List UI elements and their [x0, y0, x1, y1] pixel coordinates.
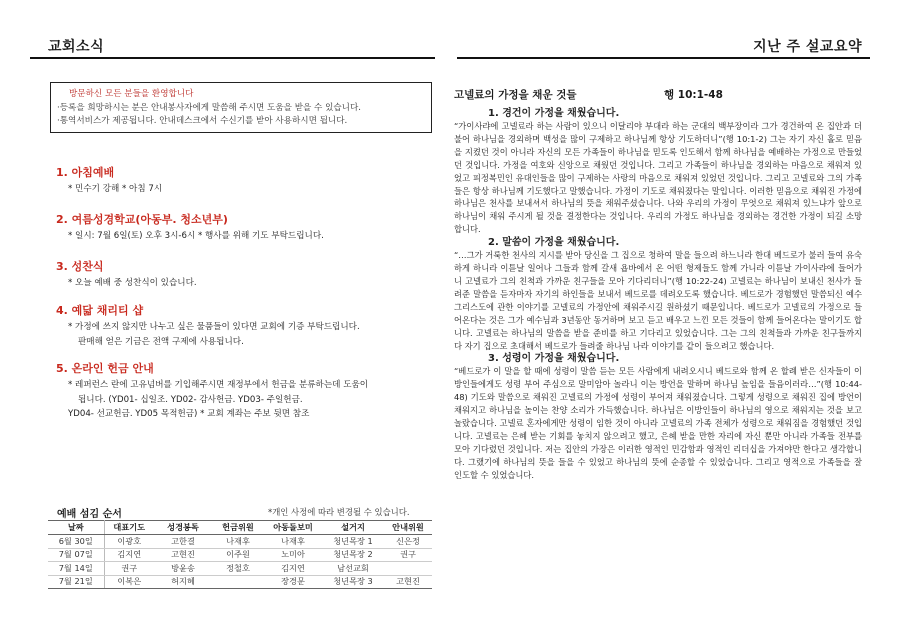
- table-header-row: [48, 521, 432, 535]
- news-section: [56, 259, 436, 291]
- sermon-point-heading: 2. 말씀이 가정을 채웠습니다.: [488, 237, 620, 249]
- news-section: [56, 165, 436, 197]
- right-header-rule: [457, 57, 870, 59]
- table-cell: 고현진: [384, 575, 432, 589]
- news-title: 3. 성찬식: [56, 260, 104, 273]
- table-cell: 6월 30일: [48, 535, 104, 549]
- sermon-body: [454, 107, 862, 482]
- sermon-paragraph: “가이사랴에 고넬료라 하는 사람이 있으니 이달리야 부대라 하는 군대의 백부장이라 그가 경건하여 온 집안과 더불어 하나님을 경외하며 백성을 많이 구제하고 하나님께 항상 기도하더니”(행 10:1-2) 그는 자기 자신 홀로 믿음을 지켰던 것이 아니라 자신의 모든 가족들이 하나님을 믿도록 인도해서 함께 하나님을 예배하는 가정으로 만들었던 것입니다. 가정을 여호와 신앙으로 채웠던 것입니다. 그리고 가족들이 하나님을 경외하는 마음으로 채워져 있었고 피정복민인 유대인들을 많이 구제하는 사랑의 마음으로 채워져 있었던 것입니다. 그리고 고넬료와 그의 가족들은 항상 하나님께 기도했다고 말했습니다. 가정이 기도로 채워졌다는 말입니다. 이러한 믿음으로 채워진 가정에 하나님은 천사를 보내셔서 하나님의 뜻을 채워주셨습니다. 나와 우리의 가정이 무엇으로 채워져 있느냐가 앞으로 하나님이 채워 주시게 될 것을 결정한다는 것입니다. 우리의 가정도 하나님을 경외하는 경건한 가정이 되길 소망합니다.: [454, 121, 863, 235]
- news-body: [56, 229, 436, 244]
- table-cell: 허지혜: [154, 575, 212, 589]
- table-cell: 나재후: [264, 535, 322, 549]
- column-header: 성경봉독: [154, 521, 212, 535]
- table-cell: [384, 562, 432, 576]
- table-cell: 이광호: [104, 535, 154, 549]
- table-row: [48, 535, 432, 549]
- news-title: 4. 예닯 채리티 샵: [56, 304, 144, 317]
- table-row: [48, 548, 432, 562]
- table-cell: 김지연: [104, 548, 154, 562]
- news-line: * 가정에 쓰지 않지만 나누고 싶은 물품들이 있다면 교회에 기증 부탁드립니다.: [68, 322, 360, 332]
- welcome-line: ·통역서비스가 제공됩니다. 안내데스크에서 수신기를 받아 사용하시면 됩니다.: [57, 116, 348, 126]
- table-cell: 7월 14일: [48, 562, 104, 576]
- news-section: [56, 361, 436, 422]
- news-line: * 레퍼런스 란에 고유넘버를 기입해주시면 재정부에서 헌금을 분류하는데 도움이: [68, 380, 369, 390]
- table-cell: 7월 07일: [48, 548, 104, 562]
- news-body: [56, 378, 436, 422]
- news-line: 됩니다. (YD01- 십일조. YD02- 감사헌금. YD03- 주일헌금.: [78, 394, 303, 405]
- sermon-title: 고넬료의 가정을 채운 것들: [454, 89, 577, 101]
- news-section: [56, 212, 436, 244]
- column-header: 안내위원: [384, 521, 432, 535]
- news-line: * 일시: 7월 6일(토) 오후 3시-6시 * 행사를 위해 기도 부탁드립니다.: [68, 231, 324, 241]
- table-cell: 권구: [104, 562, 154, 576]
- table-cell: 노미아: [264, 548, 322, 562]
- table-cell: 남선교회: [322, 562, 384, 576]
- service-table: [48, 520, 432, 589]
- sermon-verse: 행 10:1-48: [664, 89, 723, 101]
- news-body: [56, 320, 436, 349]
- sermon-point-heading: 1. 경건이 가정을 채웠습니다.: [488, 108, 620, 119]
- news-section: [56, 303, 436, 349]
- news-line: * 민수기 강해 * 아침 7시: [68, 184, 163, 194]
- table-row: [48, 562, 432, 576]
- news-line: YD04- 선교헌금. YD05 목적헌금) * 교회 계좌는 주보 뒷면 참조: [68, 409, 310, 419]
- service-note: *개인 사정에 따라 변경될 수 있습니다.: [268, 507, 410, 517]
- news-title: 2. 여름성경학교(아동부. 청소년부): [56, 213, 228, 226]
- welcome-box: [50, 82, 432, 133]
- table-cell: 장경문: [264, 575, 322, 589]
- table-cell: 신은정: [384, 535, 432, 549]
- column-header: 날짜: [48, 521, 104, 535]
- table-cell: [212, 575, 264, 589]
- table-cell: 정철호: [212, 562, 264, 576]
- column-header: 헌금위원: [212, 521, 264, 535]
- table-cell: 고한결: [154, 535, 212, 549]
- news-title: 1. 아침예배: [56, 166, 115, 179]
- sermon-point-heading: 3. 성령이 가정을 채웠습니다.: [488, 353, 620, 365]
- table-cell: 이복은: [104, 575, 154, 589]
- welcome-title: 방문하신 모든 분들을 환영합니다: [69, 89, 194, 99]
- table-cell: 권구: [384, 548, 432, 562]
- table-cell: 나재후: [212, 535, 264, 549]
- table-cell: 방윤송: [154, 562, 212, 576]
- column-header: 아동돌보미: [264, 521, 322, 535]
- news-line: 판매해 얻은 기금은 전액 구제에 사용됩니다.: [78, 336, 244, 347]
- table-cell: 청년목장 1: [322, 535, 384, 549]
- table-cell: 청년목장 2: [322, 548, 384, 562]
- table-cell: 청년목장 3: [322, 575, 384, 589]
- sermon-paragraph: “…그가 거룩한 천사의 지시를 받아 당신을 그 집으로 청하여 말을 들으려 하느니라 한대 베드로가 불러 들여 유숙하게 하니라 이튿날 일어나 그들과 함께 갈새 욥바에서 온 어떤 형제들도 함께 가니라 이튿날 가이사랴에 들어가니 고넬료가 그의 친척과 가까운 친구들을 모아 기다리더니”(행 10:22-24) 고넬료는 하나님이 보내신 천사가 들려준 말씀을 듣자마자 자기의 하인들을 보내서 베드로를 데려오도록 했습니다. 베드로가 경험했던 말씀되신 예수 그리스도에 관한 이야기를 고넬료의 가정안에 채워주시길 원하셨기 때문입니다. 베드로가 고넬료의 가정으로 들어온다는 것은 그가 예수님과 3년동안 동거하며 보고 듣고 배우고 느낀 모든 것들이 함께 들어온다는 말이기도 합니다. 고넬료는 하나님의 말씀을 받을 준비를 하고 기다리고 있었습니다. 그는 그의 친척들과 가까운 친구들까지 다 자기 집으로 초대해서 베드로가 들려줄 하나님 나라 이야기를 같이 들으려고 했습니다.: [454, 250, 862, 351]
- table-cell: 김지연: [264, 562, 322, 576]
- table-cell: 고현진: [154, 548, 212, 562]
- column-header: 대표기도: [104, 521, 154, 535]
- left-page-title: 교회소식: [48, 39, 105, 55]
- table-cell: 7월 21일: [48, 575, 104, 589]
- right-page-title: 지난 주 설교요약: [753, 39, 862, 55]
- table-row: [48, 575, 432, 589]
- welcome-line: ·등록을 희망하시는 분은 안내봉사자에게 말씀해 주시면 도움을 받을 수 있습니다.: [57, 102, 362, 113]
- news-body: [56, 182, 436, 197]
- column-header: 설거지: [322, 521, 384, 535]
- news-body: [56, 276, 436, 291]
- sermon-paragraph: “베드로가 이 말을 할 때에 성령이 말씀 듣는 모든 사람에게 내려오시니 베드로와 함께 온 할례 받은 신자들이 이방인들에게도 성령 부어 주심으로 말미암아 놀라니 이는 방언을 말하며 하나님 높임을 들음이러라…”(행 10:44-48) 기도와 말씀으로 채워진 고넬료의 가정에 성령이 부어져 채워졌습니다. 그렇게 성령으로 채워진 집에 방언이 채워지고 하나님을 높이는 찬양 소리가 가득했습니다. 하나님은 이방인들이 하나님의 영으로 채워지는 것을 보고 놀랐습니다. 고넬료 혼자에게만 성령이 임한 것이 아니라 고넬료의 가족 전체가 성령으로 채워짐을 경험했던 것입니다. 고넬료는 은혜 받는 기회를 놓치지 않으려고 했고, 은혜 받을 만한 자리에 자신 뿐만 아니라 가족들 전부를 모아 기다렸던 것입니다. 저는 집안의 가장은 이러한 영적인 민감함과 영적인 리더십을 가져야만 한다고 생각합니다. 그랬기에 하나님의 뜻을 들을 수 있었고 하나님의 뜻에 순종할 수 있었습니다. 그리고 영적으로 가족들을 잘 인도할 수 있었습니다.: [454, 366, 862, 480]
- news-title: 5. 온라인 헌금 안내: [56, 362, 154, 375]
- news-line: * 오늘 예배 중 성찬식이 있습니다.: [68, 278, 197, 288]
- left-header-rule: [30, 57, 435, 59]
- table-cell: 이주원: [212, 548, 264, 562]
- service-title: 예배 섬김 순서: [57, 509, 122, 520]
